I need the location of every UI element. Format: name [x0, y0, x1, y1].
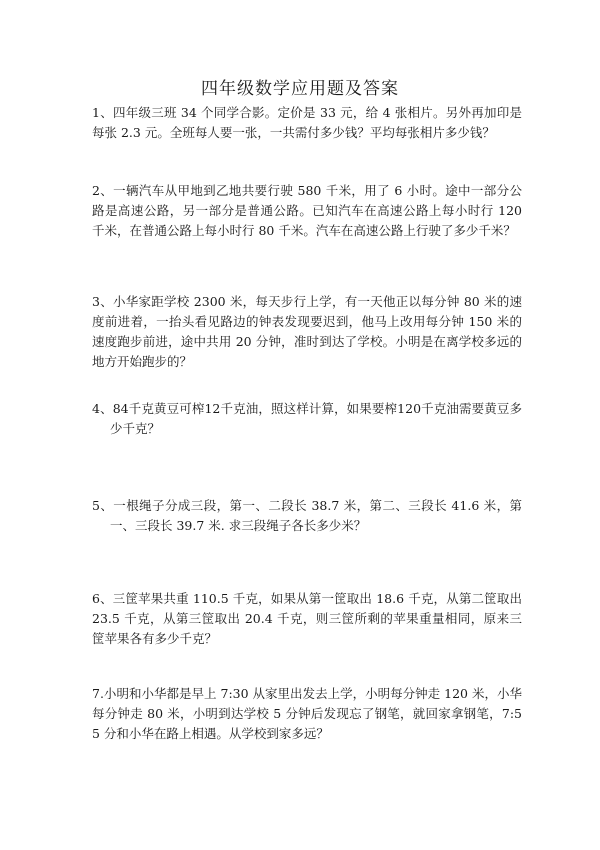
question-4: 4、84千克黄豆可榨12千克油，照这样计算，如果要榨120千克油需要黄豆多少千克？ [92, 401, 522, 436]
question-2: 2、一辆汽车从甲地到乙地共要行驶 580 千米，用了 6 小时。途中一部分公路是高速公路，另一部分是普通公路。已知汽车在高速公路上每小时行 120 千米，在普通公路上每小时行 80 千米。汽车在高速公路上行驶了多少千米？ [92, 183, 522, 238]
question-6: 6、三筐苹果共重 110.5 千克，如果从第一筐取出 18.6 千克，从第二筐取出 23.5 千克，从第三筐取出 20.4 千克，则三筐所剩的苹果重量相同，原来三筐苹果各有多少千克？ [92, 591, 522, 646]
question-3: 3、小华家距学校 2300 米，每天步行上学，有一天他正以每分钟 80 米的速度前进着，一抬头看见路边的钟表发现要迟到，他马上改用每分钟 150 米的速度跑步前进，途中共用 20 分钟，准时到达了学校。小明是在离学校多远的地方开始跑步的？ [92, 294, 522, 369]
question-7: 7.小明和小华都是早上 7:30 从家里出发去上学，小明每分钟走 120 米，小华每分钟走 80 米，小明到达学校 5 分钟后发现忘了钢笔，就回家拿钢笔，7:55 分和小华在路上相遇。从学校到家多远？ [92, 686, 522, 741]
question-5: 5、一根绳子分成三段，第一、二段长 38.7 米，第二、三段长 41.6 米，第一、三段长 39.7 米. 求三段绳子各长多少米？ [92, 498, 522, 533]
question-1: 1、四年级三班 34 个同学合影。定价是 33 元，给 4 张相片。另外再加印是每张 2.3 元。全班每人要一张，一共需付多少钱？平均每张相片多少钱？ [92, 105, 522, 140]
page-title: 四年级数学应用题及答案 [201, 79, 399, 99]
